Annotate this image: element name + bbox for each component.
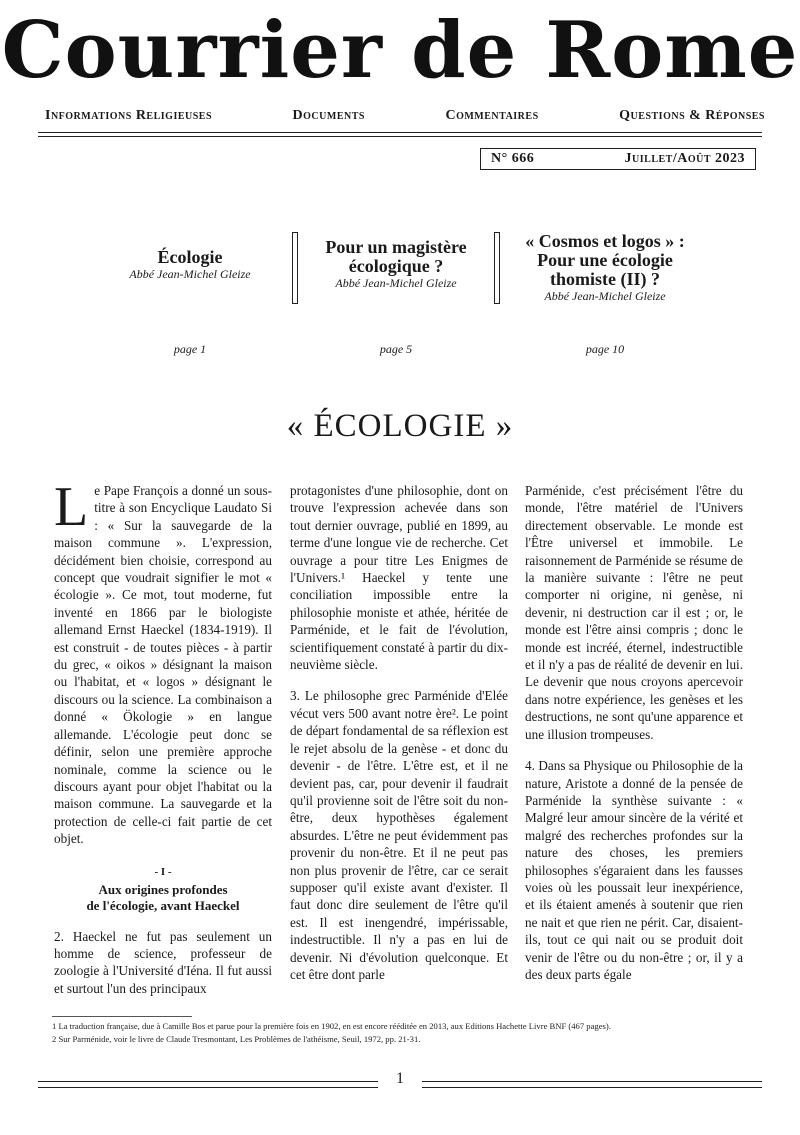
paragraph-2: 2. Haeckel ne fut pas seulement un homme de science, professeur de zoologie à l'Université d'Iéna. Il fut aussi et surtout l'un des principaux [54, 928, 272, 996]
section-title-line: Aux origines profondes [98, 881, 228, 897]
paragraph-1 [54, 482, 272, 848]
toc-title-line: thomiste (II) ? [550, 269, 660, 289]
section-title-line: de l'écologie, avant Haeckel [86, 897, 240, 913]
section-commentaires: Commentaires [445, 108, 539, 123]
masthead-title: Courrier de Rome [1, 5, 799, 96]
footnote-2: 2 Sur Parménide, voir le livre de Claude Tresmontant, Les Problèmes de l'athéisme, Seuil, 1972, pp. 21-31. [52, 1034, 421, 1044]
issue-number: N° 666 [491, 151, 535, 166]
toc-author: Abbé Jean-Michel Gleize [544, 289, 666, 303]
paragraph-continued: Parménide, c'est précisément l'être du monde, l'être matériel de l'Univers directement observable. Le monde est l'Être universel et immobile. Le raisonnement de Parménide se résume de la manière suivante : l'être ne peut comporter ni origine, ni genèse, ni devenir, ni destruction car il est ; or, le monde est l'être ainsi compris ; donc le monde est incréé, éternel, indestructible et il n'y a pas de réalité de devenir en lui. Le devenir que nous croyons apercevoir dans notre expérience, les genèses et les destructions, ne sont qu'une apparence et une illusion trompeuses. [525, 483, 743, 742]
paragraph-continued: protagonistes d'une philosophie, dont on trouve l'expression achevée dans son tout dernier ouvrage, publié en 1899, au terme d'une longue vie de recherche. Cet ouvrage a pour titre Les Enigmes de l'Univers.¹ Haeckel y tente une conciliation impossible entre la philosophie moniste et athée, héritée de Parménide, et le fait de l'évolution, scientifiquement constaté à partir du dix-neuvième siècle. [290, 483, 508, 673]
masthead-rule [38, 132, 762, 133]
footnote-1: 1 La traduction française, due à Camille Bos et parue pour la première fois en 1902, en est encore rééditée en 2013, aux Editions Hachette Livre BNF (467 pages). [52, 1021, 611, 1031]
toc-item-1[interactable] [90, 247, 290, 356]
toc-item-3[interactable] [500, 231, 710, 356]
article-column-2 [290, 482, 508, 1006]
page-number: 1 [396, 1070, 404, 1087]
toc-author: Abbé Jean-Michel Gleize [335, 276, 457, 290]
masthead-sections [45, 108, 765, 124]
toc-title-line: « Cosmos et logos » : [525, 231, 685, 251]
section-number: - I - [154, 865, 172, 878]
paragraph-3: 3. Le philosophe grec Parménide d'Elée vécut vers 500 avant notre ère². Le point de départ fondamental de sa réflexion est le rejet absolu de la genèse - et donc du devenir - de l'être. L'être est, et il ne devient pas, car, pour devenir il faudrait qu'il provienne soit de l'être soit du non-être, deux hypothèses également absurdes. L'être ne peut évidemment pas provenir du non-être. Et il ne peut pas non plus provenir de l'être, car ce serait supposer qu'il existe avant d'exister. Il faut donc dire seulement de l'être qu'il est. Il est inengendré, impérissable, indestructible. Il n'y a pas en lui de devenir. Ni d'évolution quelconque. Et cet être dont parle [290, 688, 508, 982]
toc-title-line: Pour une écologie [537, 250, 673, 270]
section-questions: Questions & Réponses [619, 108, 765, 123]
toc-page: page 10 [585, 342, 625, 356]
article-title: « ÉCOLOGIE » [286, 408, 514, 444]
toc-title-line: écologique ? [348, 256, 444, 276]
section-informations: Informations Religieuses [45, 108, 213, 123]
footnotes [52, 1020, 752, 1046]
toc-title-line: Pour un magistère [325, 237, 467, 257]
toc-item-2[interactable] [298, 237, 494, 356]
toc-page: page 1 [173, 342, 207, 356]
issue-date: Juillet/Août 2023 [624, 151, 745, 166]
toc-title: Écologie [157, 247, 223, 267]
masthead-rule-thin [38, 136, 762, 137]
toc-page: page 5 [379, 342, 413, 356]
issue-box [480, 148, 756, 170]
section-heading [54, 864, 272, 914]
section-documents: Documents [292, 108, 365, 123]
table-of-contents [90, 228, 710, 356]
paragraph-text: e Pape François a donné un sous-titre à son Encyclique Laudato Si : « Sur la sauvegarde de la maison commune ». L'expression, décidément bien choisie, correspond au concept que voudrait signifier le mot « écologie ». Ce mot, tout moderne, fut inventé en 1866 par le biologiste allemand Ernst Haeckel (1834-1919). Il est construit - de toutes pièces - à partir du grec, « oikos » désignant la maison ou l'habitat, et « logos » désignant le discours ou la science. La combinaison a donné « Ökologie » en langue allemande. L'écologie peut donc se définir, selon une première approche nominale, comme la science ou le discours ayant pour objet l'habitat ou la maison commune. La sauvegarde et la protection de celle-ci fait partie de cet objet. [54, 483, 272, 847]
paragraph-4: 4. Dans sa Physique ou Philosophie de la nature, Aristote a donné de la pensée de Parménide la synthèse suivante : « Malgré leur amour sincère de la vérité et malgré des recherches profondes sur la nature des choses, les premiers philosophes s'égaraient dans les fausses voies où les poussait leur inexpérience, et ils étaient amenés à soutenir que rien ne nait et que rien ne périt. Car, disaient-ils, tout ce qui nait ou se produit doit venir de l'être ou du non-être ; or, il y a des deux parts égale [525, 758, 743, 982]
article-column-1 [54, 482, 272, 1006]
toc-author: Abbé Jean-Michel Gleize [129, 267, 251, 281]
drop-cap: L [54, 482, 89, 538]
footnote-rule [52, 1016, 192, 1017]
article-column-3 [525, 482, 743, 1006]
